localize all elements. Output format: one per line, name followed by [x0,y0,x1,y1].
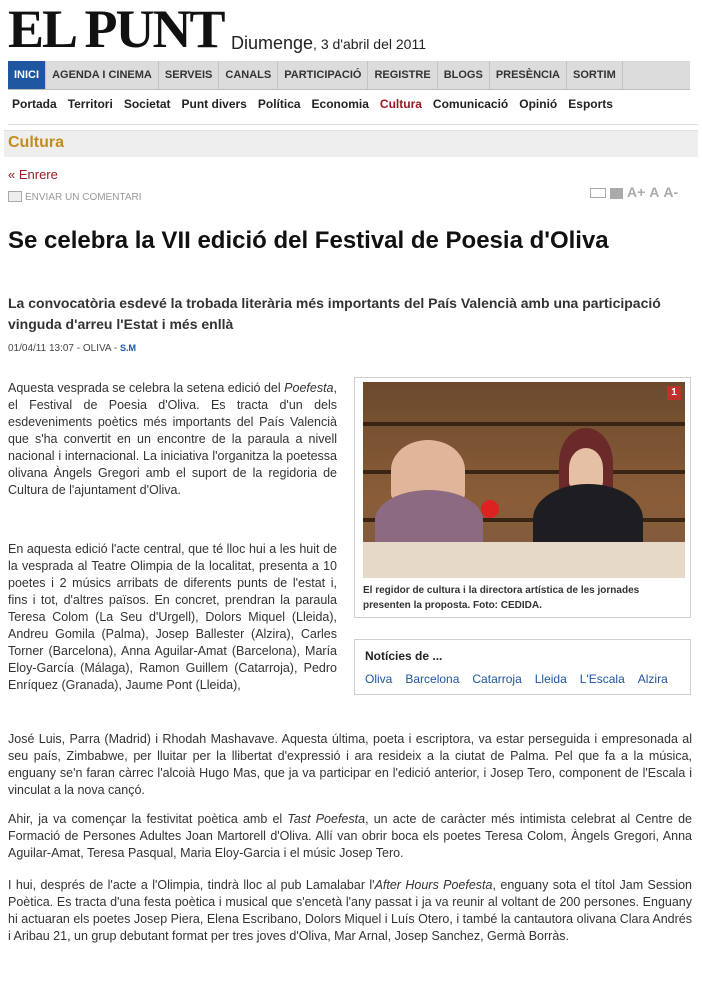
paragraph-2b: José Luis, Parra (Madrid) i Rhodah Mashavave. Aquesta última, poeta i escriptora, va estar perseguida i empresonada al seu país, Zimbabwe, per lluitar per la llibertat d'expressió i ara resideix a la ciutat de Palma. Pel que fa a la música, enguany se'n faran càrrec l'alcoià Hugo Mas, que ja va participar en l'edició anterior, i Josep Tero, component de l'Escala i vinculat a la nova cançó. [8,732,692,797]
photo-caption: El regidor de cultura i la directora artística de les jornades presenten la proposta. Foto: CEDIDA. [363,585,640,611]
subnav-politica[interactable]: Política [257,97,301,111]
masthead [8,2,698,58]
subnav-opinio[interactable]: Opinió [519,97,558,111]
article-meta [8,343,136,354]
date-day: Diumenge [231,33,314,53]
news-link-catarroja[interactable]: Catarroja [472,672,522,686]
topnav-inici[interactable]: INICI [8,61,46,89]
subnav-esports[interactable]: Esports [568,97,613,111]
divider [8,124,698,125]
article-tools [590,184,682,200]
related-news-box [354,639,691,695]
paragraph-3: Ahir, ja va començar la festivitat poètica amb el Tast Poefesta, un acte de caràcter més intimista celebrat al Centre de Formació de Persones Adultes Joan Martorell d'Oliva. Allí van obrir boca els poetes Teresa Colom, Àngels Gregori, Anna Aguilar-Amat, Teresa Pasqual, Maria Eloy-Garcia i el músic Josep Tero. [8,812,692,860]
photo-box [354,377,691,618]
print-icon[interactable] [610,188,623,199]
font-normal-button[interactable]: A [649,184,660,200]
paragraph-1: Aquesta vesprada se celebra la setena edició del Poefesta, el Festival de Poesia d'Oliva. Es tracta d'un dels esdeveniments poètics més importants del País Valencià que s'ha convertit en un encontre de la paraula a nivell nacional i internacional. La iniciativa l'organitza la poetessa olivana Àngels Gregori amb el suport de la regidoria de Cultura de l'ajuntament d'Oliva. [8,381,337,497]
font-increase-button[interactable]: A+ [627,184,646,200]
section-nav [12,97,613,111]
paragraph-4: I hui, després de l'acte a l'Olimpia, tindrà lloc al pub Lamalabar l'After Hours Poefesta, enguany sota el títol Jam Session Poètica. Es tracta d'una festa poètica i musical que s'encetà l'any passat i ja va reunir al voltant de 200 persones. Enguany hi actuaran els poetes Josep Piera, Elena Escribano, Dolors Miquel i Luís Otero, i també la cantautora olivana Clara Andrés i Aribau 21, un grup debutant format per tres joves d'Oliva, Mar Arnal, Josep Sanchez, Germà Borràs. [8,878,692,943]
news-link-alzira[interactable]: Alzira [637,672,668,686]
topnav-sortim[interactable]: SORTIM [567,61,623,89]
news-link-lescala[interactable]: L'Escala [579,672,625,686]
topnav-presencia[interactable]: PRESÈNCIA [490,61,567,89]
font-decrease-button[interactable]: A- [663,184,679,200]
article-subhead: La convocatòria esdevé la trobada literària més importants del País Valencià amb una participació vinguda d'arreu l'Estat i més enllà [8,295,661,332]
news-link-oliva[interactable]: Oliva [365,672,393,686]
current-date [231,33,426,54]
article-photo[interactable] [363,382,685,578]
article-date-location: 01/04/11 13:07 - OLIVA - [8,343,120,354]
section-header [4,130,698,157]
subnav-societat[interactable]: Societat [123,97,171,111]
site-logo[interactable]: EL PUNT [8,0,224,59]
topnav-serveis[interactable]: SERVEIS [159,61,220,89]
send-comment-link[interactable] [8,191,142,203]
section-title: Cultura [8,134,64,151]
topnav-canals[interactable]: CANALS [219,61,278,89]
comment-icon [8,191,22,202]
paragraph-2a: En aquesta edició l'acte central, que té lloc hui a les huit de la vesprada al Teatre Olimpia de la localitat, presenta a 10 poetes i 2 músics arribats de diferents punts de l'estat i, fins i tot, d'altres països. En concret, prendran la paraula Teresa Colom (La Seu d'Urgell), Dolors Miquel (Lleida), Andreu Gomila (Palma), Josep Ballester (Alzira), Carles Torner (Barcelona), Anna Aguilar-Amat (Barcelona), María Eloy-García (Málaga), Ramon Guillem (Catarroja), Pedro Enríquez (Granada), Jaume Pont (Lleida), [8,542,337,692]
back-link[interactable]: « Enrere [8,167,58,182]
send-comment-label: ENVIAR UN COMENTARI [25,192,142,203]
top-nav [8,61,690,90]
subnav-punt-divers[interactable]: Punt divers [181,97,247,111]
news-link-barcelona[interactable]: Barcelona [405,672,460,686]
subnav-cultura[interactable]: Cultura [379,97,422,111]
date-rest: , 3 d'abril del 2011 [313,36,426,52]
topnav-agenda[interactable]: AGENDA I CINEMA [46,61,159,89]
topnav-participacio[interactable]: PARTICIPACIÓ [278,61,368,89]
subnav-portada[interactable]: Portada [12,97,57,111]
related-news-title: Notícies de ... [365,649,443,663]
article-headline: Se celebra la VII edició del Festival de Poesia d'Oliva [8,227,609,254]
related-news-links [365,672,668,686]
subnav-comunicacio[interactable]: Comunicació [432,97,509,111]
topnav-registre[interactable]: REGISTRE [368,61,437,89]
article-author[interactable]: S.M [119,343,136,353]
photo-number-badge: 1 [667,386,681,400]
subnav-economia[interactable]: Economia [311,97,369,111]
topnav-blogs[interactable]: BLOGS [438,61,490,89]
email-icon[interactable] [590,188,606,198]
subnav-territori[interactable]: Territori [67,97,113,111]
news-link-lleida[interactable]: Lleida [534,672,567,686]
